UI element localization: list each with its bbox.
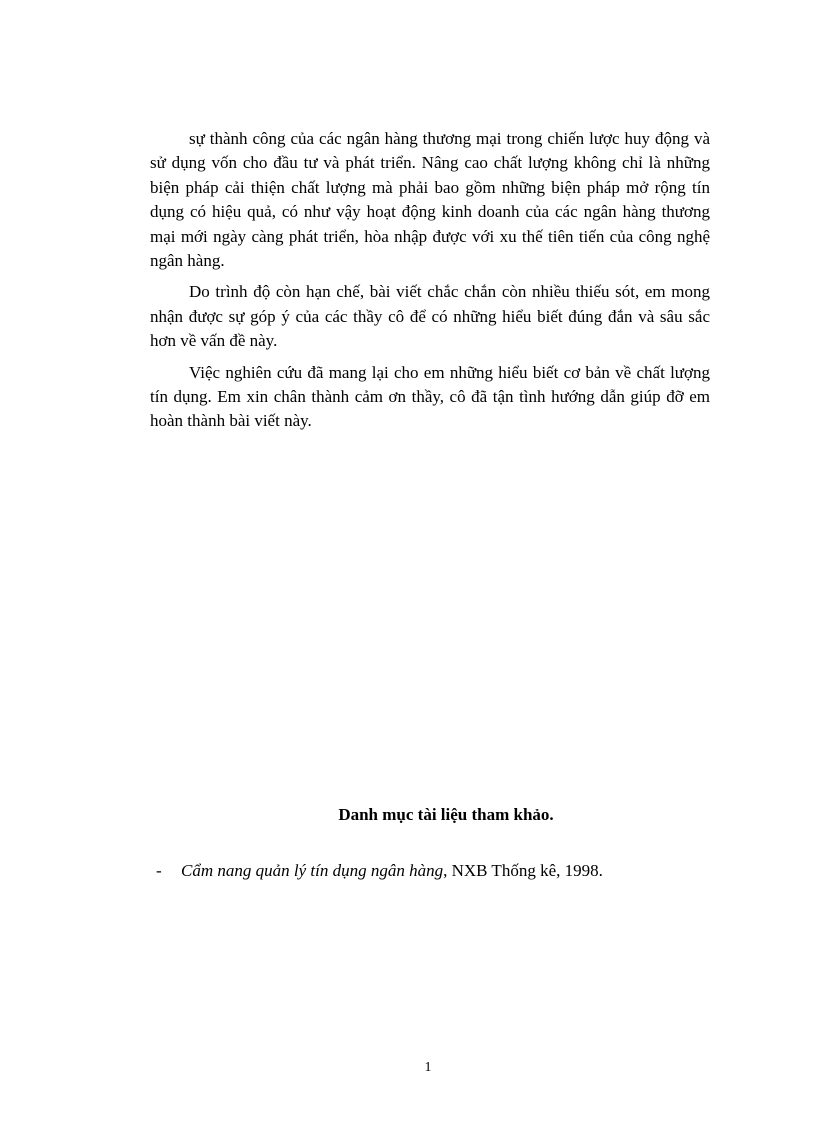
reference-bullet: - xyxy=(156,861,162,880)
reference-details: , NXB Thống kê, 1998. xyxy=(443,861,603,880)
references-heading: Danh mục tài liệu tham khảo. xyxy=(338,805,554,824)
page-number: 1 xyxy=(424,1060,432,1075)
reference-title: Cẩm nang quản lý tín dụng ngân hàng xyxy=(181,861,444,880)
body-text xyxy=(150,127,710,441)
reference-list xyxy=(150,860,730,882)
paragraph-conclusion: sự thành công của các ngân hàng thương mại trong chiến lược huy động và sử dụng vốn cho đầu tư và phát triển. Nâng cao chất lượng không chỉ là những biện pháp cải thiện chất lượng mà phải bao gồm những biện pháp mở rộng tín dụng có hiệu quả, có như vậy hoạt động kinh doanh của các ngân hàng thương mại mới ngày càng phát triển, hòa nhập được với xu thế tiên tiến của công nghệ ngân hàng. xyxy=(150,129,710,271)
paragraph-limitations: Do trình độ còn hạn chế, bài viết chắc chắn còn nhiều thiếu sót, em mong nhận được sự góp ý của các thầy cô để có những hiểu biết đúng đắn và sâu sắc hơn về vấn đề này. xyxy=(150,282,710,351)
reference-item xyxy=(150,860,730,882)
paragraph-acknowledgement: Việc nghiên cứu đã mang lại cho em những hiểu biết cơ bản về chất lượng tín dụng. Em xin chân thành cảm ơn thầy, cô đã tận tình hướng dẫn giúp đỡ em hoàn thành bài viết này. xyxy=(150,362,710,431)
